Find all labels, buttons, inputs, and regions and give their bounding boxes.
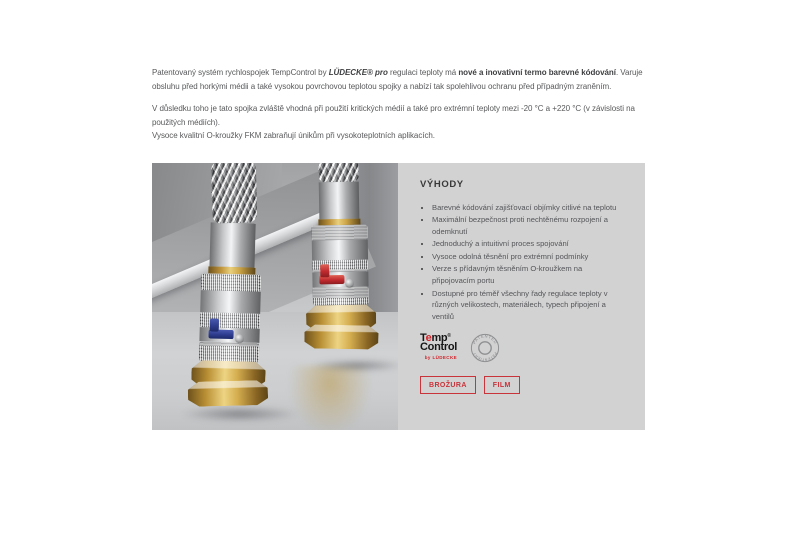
button-row — [420, 376, 625, 394]
intro-p1-text3: . Varuje obsluhu před horkými médii a také vysokou povrchovou teplotou spojky a nabízí tak spolehlivou ochranu před případným zraněním. — [152, 68, 643, 91]
hose-assembly-blue — [185, 163, 278, 407]
red-lock-lever — [319, 274, 344, 283]
smooth-band — [312, 239, 368, 260]
logo-temp-t: T — [420, 332, 426, 345]
list-item: • Barevné kódování zajišťovací objímky citlivé na teplotu — [432, 202, 625, 214]
hose-assembly-red — [298, 163, 381, 350]
intro-p2-text: V důsledku toho je tato spojka zvláště vhodná při použití kritických médií a také pro extrémní teploty mezi -20 °C a +220 °C (v závislosti na použitých médiích). — [152, 104, 635, 127]
knurled-band — [201, 273, 261, 292]
intro-p1-text2: regulaci teploty má — [387, 68, 459, 77]
svg-text:PATENTED — [471, 334, 498, 346]
list-item: • Jednoduchý a intuitivní proces spojování — [432, 238, 625, 250]
media-row — [152, 163, 645, 430]
list-item: • Dostupné pro téměř všechny řady regulace teploty v různých velikostech, materiálech, typech připojení a ventilů — [432, 288, 625, 323]
knurled-band — [199, 341, 260, 363]
coupling-screw — [235, 334, 243, 342]
brand-name: LÜDECKE® pro — [328, 68, 388, 77]
intro-p3-text: Vysoce kvalitní O-kroužky FKM zabraňují únikům při vysokoteplotních aplikacích. — [152, 131, 435, 140]
panel-heading: VÝHODY — [420, 178, 464, 190]
logo-temp-e: e — [425, 332, 432, 345]
intro-p1-highlight: nové a inovativní termo barevné kódování — [458, 68, 616, 77]
intro-paragraph-2 — [152, 102, 646, 143]
registered-mark: ® — [447, 333, 451, 340]
product-photo — [152, 163, 398, 430]
blue-lock-lever — [208, 329, 233, 339]
chrome-sleeve — [209, 222, 255, 267]
advantages-panel — [398, 163, 645, 430]
product-section — [152, 66, 646, 430]
logo-temp-mp: mp — [431, 332, 448, 345]
list-item: • Maximální bezpečnost proti nechtěnému rozpojení a odemknutí — [432, 214, 625, 237]
list-item: • Vysoce odolná těsnění pro extrémní podmínky — [432, 251, 625, 263]
braided-hose — [318, 163, 358, 182]
stamp-bottom-text: PATENTIERT — [472, 351, 498, 363]
logo-byline: by LÜDECKE — [424, 355, 458, 361]
quick-coupling — [311, 224, 368, 305]
brass-hex-nut — [188, 379, 269, 406]
brozura-button[interactable]: BROŽURA — [420, 376, 476, 394]
patented-stamp-icon — [470, 333, 500, 363]
chrome-sleeve — [319, 181, 360, 219]
stamp-top-text: PATENTED — [471, 333, 499, 346]
intro-p1-text: Patentovaný systém rychlospojek TempControl by — [152, 68, 329, 77]
logo-control: Control — [420, 341, 458, 354]
right-assembly-shadow — [310, 359, 398, 372]
braided-hose — [210, 163, 257, 224]
advantages-list — [420, 202, 625, 323]
svg-text:PATENTIERT — [472, 351, 497, 362]
logo-row — [420, 334, 625, 362]
intro-paragraph-1 — [152, 66, 646, 93]
quick-coupling — [199, 273, 261, 363]
left-assembly-shadow — [180, 406, 300, 422]
brass-reflection — [288, 366, 372, 430]
coupling-screw — [345, 278, 353, 286]
knurled-band — [311, 224, 367, 240]
knurled-band — [313, 286, 369, 305]
smooth-band — [200, 290, 261, 314]
tempcontrol-logo — [420, 334, 457, 362]
list-item: • Verze s přídavným těsněním O-kroužkem na připojovacím portu — [432, 263, 625, 286]
film-button[interactable]: FILM — [484, 376, 520, 394]
brass-hex-nut — [304, 324, 378, 349]
